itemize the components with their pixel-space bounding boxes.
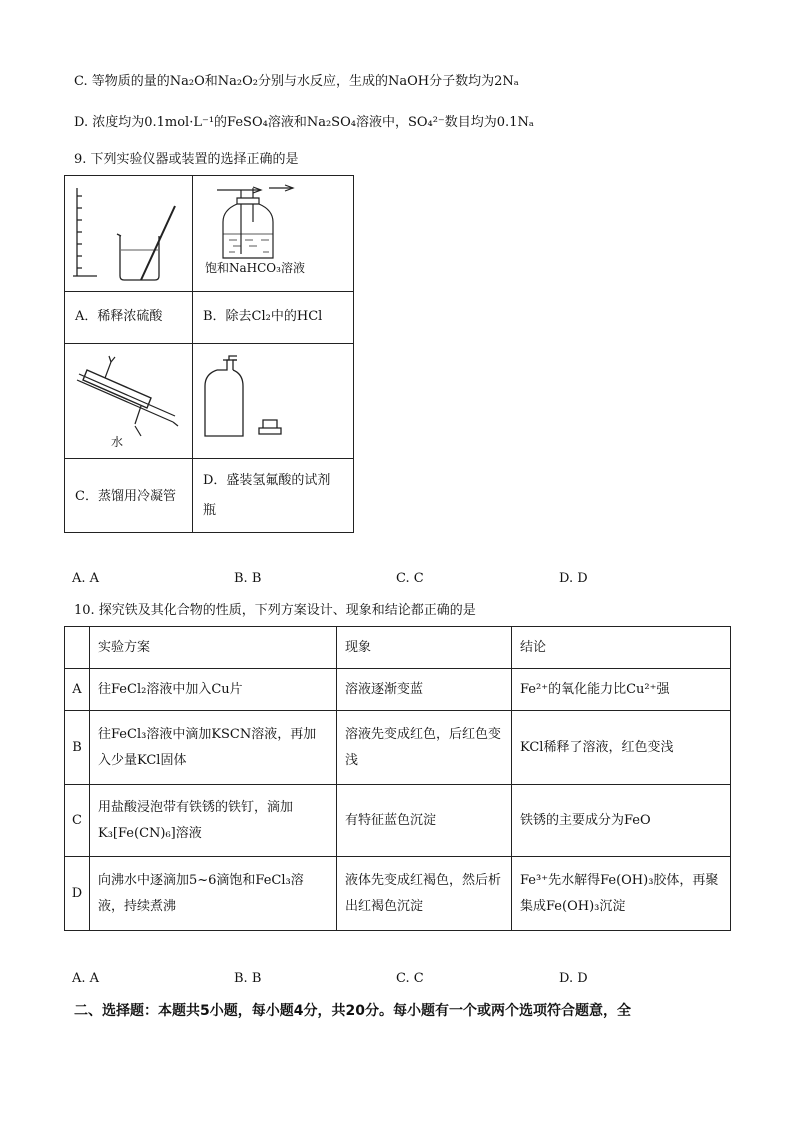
row-plan: 往FeCl₃溶液中滴加KSCN溶液，再加入少量KCl固体 [90, 711, 337, 785]
row-phenomenon: 溶液逐渐变蓝 [337, 669, 512, 711]
q10-choice-c[interactable]: C. C [396, 971, 424, 986]
row-key: C [65, 785, 90, 857]
q9-apparatus-table [64, 175, 354, 533]
row-key: D [65, 857, 90, 931]
row-plan: 用盐酸浸泡带有铁锈的铁钉，滴加K₃[Fe(CN)₆]溶液 [90, 785, 337, 857]
table-row [65, 711, 731, 785]
table-row [65, 785, 731, 857]
row-key: A [65, 669, 90, 711]
condenser-figure [65, 344, 192, 458]
row-conclusion: Fe³⁺先水解得Fe(OH)₃胶体，再聚集成Fe(OH)₃沉淀 [512, 857, 731, 931]
q9-choice-c[interactable]: C. C [396, 571, 424, 586]
q10-stem: 10. 探究铁及其化合物的性质，下列方案设计、现象和结论都正确的是 [74, 603, 476, 618]
q9-label-d-line1: D．盛装氢氟酸的试剂 [203, 473, 331, 488]
q10-choice-a[interactable]: A. A [72, 971, 100, 986]
row-conclusion: 铁锈的主要成分为FeO [512, 785, 731, 857]
q8-option-d: D. 浓度均为0.1mol·L⁻¹的FeSO₄溶液和Na₂SO₄溶液中，SO₄²⁻数目均为0.1Nₐ [74, 115, 534, 130]
q10-choice-d[interactable]: D. D [559, 971, 588, 986]
q8-option-c: C. 等物质的量的Na₂O和Na₂O₂分别与水反应，生成的NaOH分子数均为2Nₐ [74, 74, 519, 89]
row-conclusion: Fe²⁺的氧化能力比Cu²⁺强 [512, 669, 731, 711]
row-phenomenon: 溶液先变成红色，后红色变浅 [337, 711, 512, 785]
section-2-heading: 二、选择题：本题共5小题，每小题4分，共20分。每小题有一个或两个选项符合题意，全 [74, 1003, 631, 1019]
row-phenomenon: 液体先变成红褐色，然后析出红褐色沉淀 [337, 857, 512, 931]
q9-label-c: C．蒸馏用冷凝管 [75, 489, 176, 504]
header-conclusion: 结论 [512, 627, 731, 669]
q10-table [64, 626, 731, 931]
q9-label-d-line2: 瓶 [203, 503, 217, 518]
q9-choice-a[interactable]: A. A [72, 571, 100, 586]
reagent-bottle-figure [193, 344, 353, 458]
header-plan: 实验方案 [90, 627, 337, 669]
row-plan: 往FeCl₂溶液中加入Cu片 [90, 669, 337, 711]
row-plan: 向沸水中逐滴加5~6滴饱和FeCl₃溶液，持续煮沸 [90, 857, 337, 931]
q9-stem: 9. 下列实验仪器或装置的选择正确的是 [74, 152, 299, 167]
row-key: B [65, 711, 90, 785]
table-header-row [65, 627, 731, 669]
q9-choice-b[interactable]: B. B [234, 571, 262, 586]
cylinder-beaker-glassrod-figure [65, 176, 192, 291]
nahco3-caption: 饱和NaHCO₃溶液 [205, 261, 305, 275]
q9-choice-d[interactable]: D. D [559, 571, 588, 586]
row-phenomenon: 有特征蓝色沉淀 [337, 785, 512, 857]
q9-label-a: A．稀释浓硫酸 [75, 309, 163, 324]
q10-choice-b[interactable]: B. B [234, 971, 262, 986]
gas-washing-bottle-figure [193, 176, 353, 266]
q9-label-b: B．除去Cl₂中的HCl [203, 309, 323, 324]
table-row [65, 669, 731, 711]
row-conclusion: KCl稀释了溶液，红色变浅 [512, 711, 731, 785]
water-caption: 水 [111, 435, 124, 449]
header-phenomenon: 现象 [337, 627, 512, 669]
table-row [65, 857, 731, 931]
